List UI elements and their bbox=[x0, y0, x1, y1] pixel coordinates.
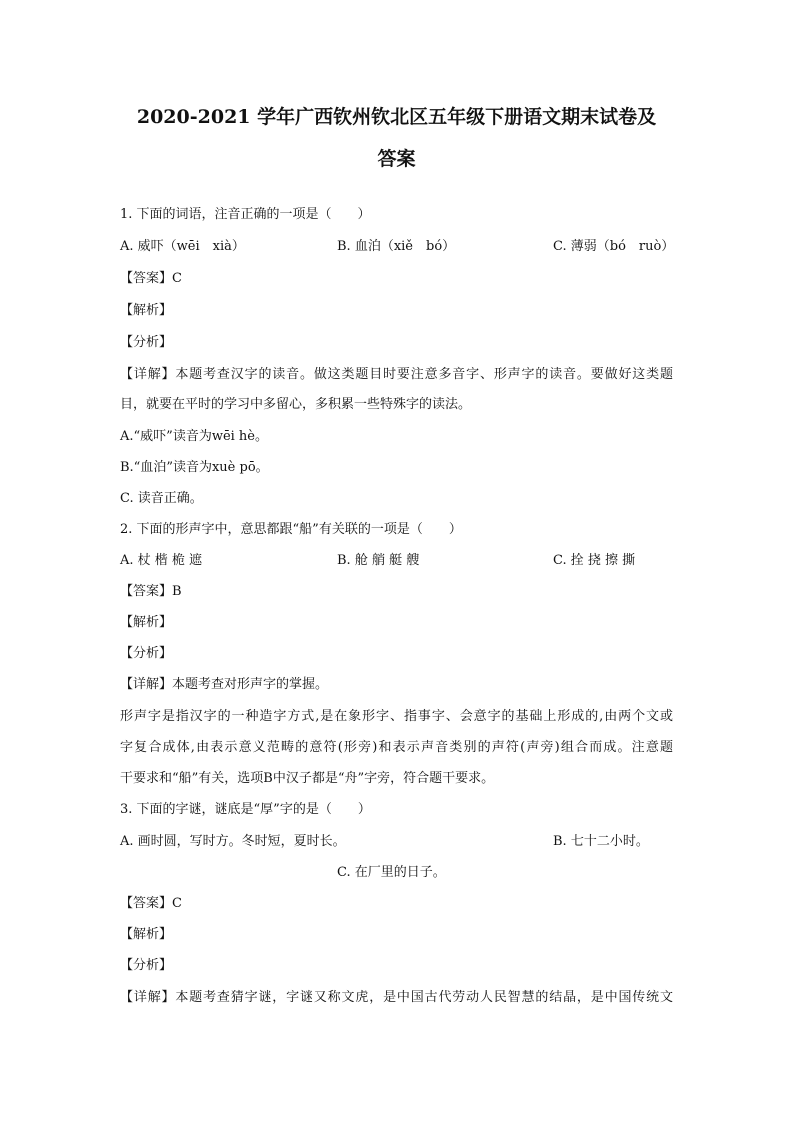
q1-detail-line: C. 读音正确。 bbox=[120, 491, 203, 506]
q2-detail-line: 字复合成体,由表示意义范畴的意符(形旁)和表示声音类别的声符(声旁)组合而成。注意题 bbox=[120, 740, 673, 755]
q3-jiexi-label: 【解析】 bbox=[120, 927, 173, 942]
q1-detail-line: 【详解】本题考查汉字的读音。做这类题目时要注意多音字、形声字的读音。要做好这类题 bbox=[120, 367, 673, 382]
q2-detail-line: 【详解】本题考查对形声字的掌握。 bbox=[120, 677, 329, 692]
q2-option-b: B. 舱 艄 艇 艘 bbox=[337, 553, 420, 568]
question-3: 3. 下面的字谜，谜底是“厚”字的是（ ） bbox=[120, 802, 371, 817]
q2-jiexi-label: 【解析】 bbox=[120, 615, 173, 630]
q2-option-c: C. 拴 挠 擦 撕 bbox=[553, 553, 636, 568]
q1-option-c: C. 薄弱（bó ruò） bbox=[553, 239, 675, 254]
q3-fenxi-label: 【分析】 bbox=[120, 958, 173, 973]
q3-answer: 【答案】C bbox=[120, 896, 182, 911]
q2-detail-line: 干要求和“船”有关，选项B中汉子都是“舟”字旁，符合题干要求。 bbox=[120, 771, 495, 786]
question-2: 2. 下面的形声字中，意思都跟“船”有关联的一项是（ ） bbox=[120, 522, 462, 537]
q1-fenxi-label: 【分析】 bbox=[120, 335, 173, 350]
q3-option-b: B. 七十二小时。 bbox=[553, 834, 649, 849]
q1-option-b: B. 血泊（xiě bó） bbox=[337, 239, 456, 254]
q1-detail-line: 目，就要在平时的学习中多留心，多积累一些特殊字的读法。 bbox=[120, 397, 472, 412]
page-title-line-2: 答案 bbox=[377, 148, 416, 170]
q2-detail-line: 形声字是指汉字的一种造字方式,是在象形字、指事字、会意字的基础上形成的,由两个文或 bbox=[120, 709, 673, 724]
q1-answer: 【答案】C bbox=[120, 271, 182, 286]
q3-option-c: C. 在厂里的日子。 bbox=[337, 865, 446, 880]
page-title-line-1: 2020-2021 学年广西钦州钦北区五年级下册语文期末试卷及 bbox=[136, 106, 657, 128]
q3-detail-line: 【详解】本题考查猜字谜，字谜又称文虎，是中国古代劳动人民智慧的结晶，是中国传统文 bbox=[120, 990, 673, 1005]
q1-detail-line: A.“威吓”读音为wēi hè。 bbox=[120, 429, 268, 444]
q2-option-a: A. 杖 楷 桅 遮 bbox=[120, 553, 203, 568]
question-1: 1. 下面的词语，注音正确的一项是（ ） bbox=[120, 207, 371, 222]
q2-fenxi-label: 【分析】 bbox=[120, 646, 173, 661]
q1-detail-line: B.“血泊”读音为xuè pō。 bbox=[120, 460, 269, 475]
q3-option-a: A. 画时圆，写时方。冬时短，夏时长。 bbox=[120, 834, 346, 849]
q1-jiexi-label: 【解析】 bbox=[120, 303, 173, 318]
q2-answer: 【答案】B bbox=[120, 584, 182, 599]
q1-option-a: A. 威吓（wēi xià） bbox=[120, 239, 245, 254]
